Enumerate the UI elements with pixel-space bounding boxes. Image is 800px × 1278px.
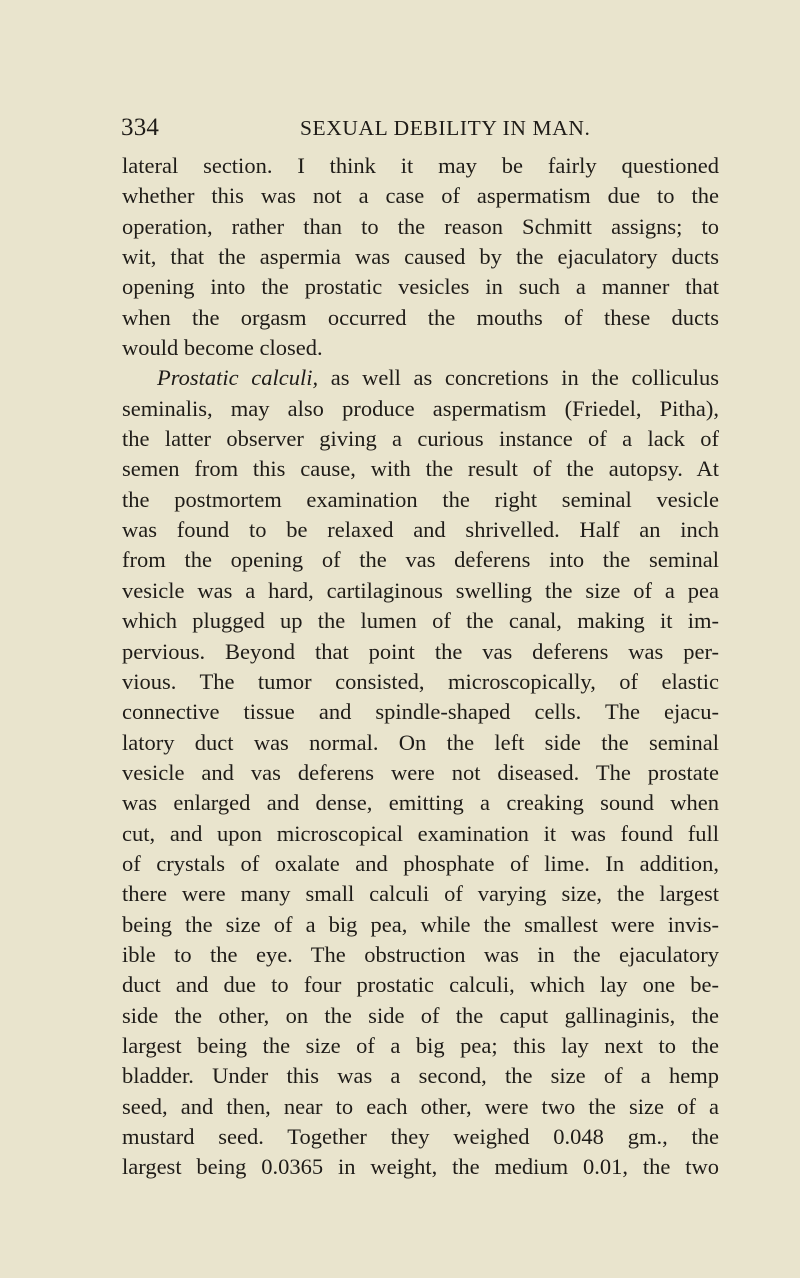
text-line: mustard seed. Together they weighed 0.048 gm., the (122, 1124, 719, 1149)
text-line: was enlarged and dense, emitting a creaking sound when (122, 790, 719, 816)
text-line: lateral section. I think it may be fairly questioned (122, 153, 719, 178)
italic-lead: Prostatic calculi, (157, 365, 319, 391)
text-line: largest being the size of a big pea; this lay next to the (122, 1032, 719, 1058)
text-line: vesicle and vas deferens were not diseased. The prostate (122, 759, 719, 785)
text-line: semen from this cause, with the result of the autopsy. At (122, 456, 719, 482)
text-line: ible to the eye. The obstruction was in the ejaculatory (122, 941, 719, 967)
text-line: the latter observer giving a curious instance of a lack of (122, 426, 719, 452)
text-line: largest being 0.0365 in weight, the medium 0.01, the two (122, 1154, 719, 1180)
body-text (122, 151, 719, 1183)
page-number: 334 (121, 114, 160, 141)
text-line: cut, and upon microscopical examination it was found full (122, 820, 719, 846)
text-line: seminalis, may also produce aspermatism (Friedel, Pitha), (122, 395, 719, 421)
text-line: when the orgasm occurred the mouths of these ducts (122, 304, 719, 330)
text-line: was found to be relaxed and shrivelled. Half an inch (122, 517, 719, 543)
text-line: duct and due to four prostatic calculi, which lay one be- (122, 972, 719, 998)
text-line: being the size of a big pea, while the smallest were invis- (122, 911, 719, 937)
text-line: side the other, on the side of the caput gallinaginis, the (122, 1002, 719, 1028)
running-title: SEXUAL DEBILITY IN MAN. (300, 116, 591, 140)
text-line: would become closed. (122, 335, 323, 361)
text-line: there were many small calculi of varying size, the largest (122, 881, 719, 907)
text-line: pervious. Beyond that point the vas deferens was per- (122, 638, 719, 664)
text-line: opening into the prostatic vesicles in such a manner that (122, 274, 719, 300)
first-line-rest: as well as concretions in the colliculus (318, 365, 719, 391)
text-line: connective tissue and spindle-shaped cells. The ejacu- (122, 699, 719, 725)
text-line: wit, that the aspermia was caused by the ejaculatory ducts (122, 244, 719, 270)
text-line: the postmortem examination the right seminal vesicle (122, 486, 719, 512)
text-line: vious. The tumor consisted, microscopically, of elastic (122, 668, 719, 694)
text-line: bladder. Under this was a second, the size of a hemp (122, 1063, 719, 1089)
text-line: which plugged up the lumen of the canal, making it im- (122, 608, 719, 634)
text-line: whether this was not a case of aspermatism due to the (122, 183, 719, 209)
text-line: vesicle was a hard, cartilaginous swelling the size of a pea (122, 577, 719, 603)
text-line: from the opening of the vas deferens into the seminal (122, 547, 719, 573)
page-header (0, 111, 800, 145)
text-line: of crystals of oxalate and phosphate of lime. In addition, (122, 850, 719, 876)
text-line: operation, rather than to the reason Schmitt assigns; to (122, 213, 719, 239)
text-line: seed, and then, near to each other, were two the size of a (122, 1093, 719, 1119)
text-line: latory duct was normal. On the left side the seminal (122, 729, 719, 755)
paragraph-first-line (122, 363, 719, 393)
